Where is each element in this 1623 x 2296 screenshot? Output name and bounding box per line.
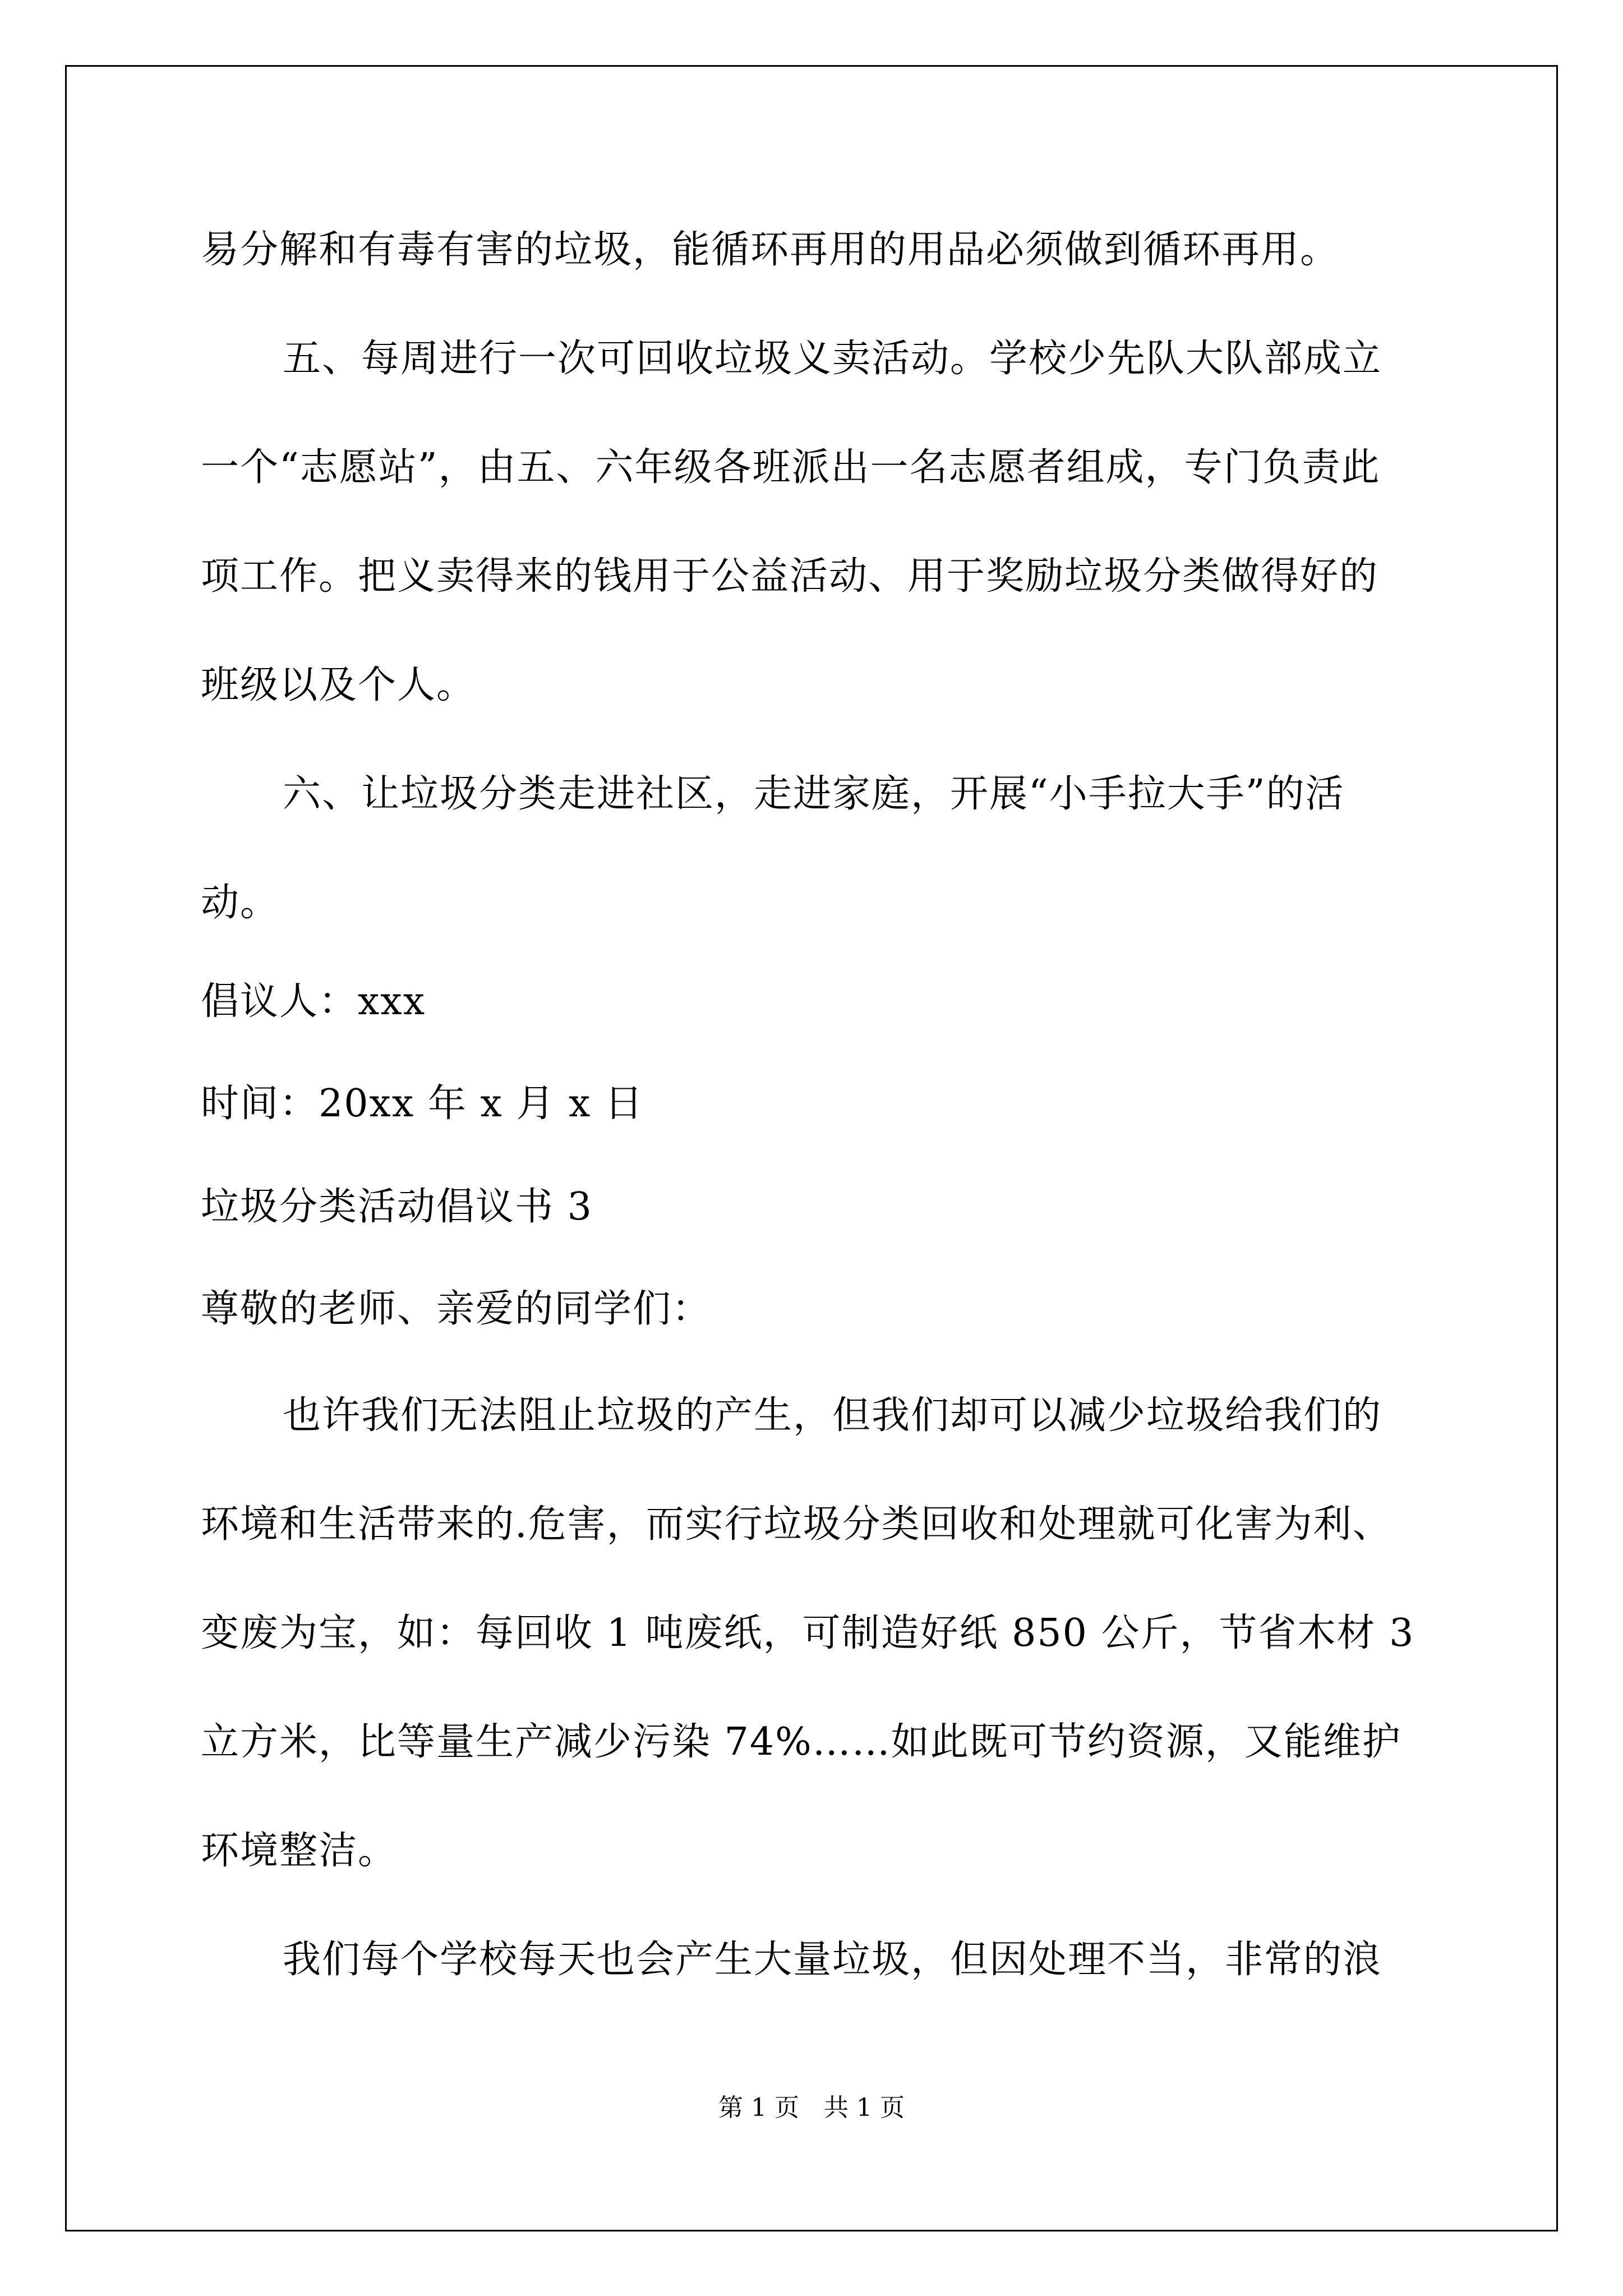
text-line-3: 一个“志愿站”，由五、六年级各班派出一名志愿者组成，专门负责此 [201, 445, 1381, 490]
date-line: 时间：20xx 年 x 月 x 日 [201, 1082, 644, 1126]
text-line-12: 也许我们无法阻止垃圾的产生，但我们却可以减少垃圾给我们的 [283, 1393, 1382, 1438]
text-line-15: 立方米，比等量生产减少污染 74%……如此既可节约资源，又能维护 [201, 1720, 1401, 1764]
text-line-6: 六、让垃圾分类走进社区，走进家庭，开展“小手拉大手”的活 [283, 772, 1345, 816]
text-line-5: 班级以及个人。 [201, 663, 476, 707]
text-line-17: 我们每个学校每天也会产生大量垃圾，但因处理不当，非常的浪 [283, 1938, 1382, 1982]
text-line-14: 变废为宝，如：每回收 1 吨废纸，可制造好纸 850 公斤，节省木材 3 [201, 1611, 1415, 1655]
text-line-2: 五、每周进行一次可回收垃圾义卖活动。学校少先队大队部成立 [283, 337, 1382, 381]
text-line-16: 环境整洁。 [201, 1829, 398, 1873]
page-border [65, 65, 1558, 2231]
text-line-7: 动。 [201, 881, 280, 925]
text-line-1: 易分解和有毒有害的垃圾，能循环再用的用品必须做到循环再用。 [201, 228, 1340, 272]
text-line-13: 环境和生活带来的.危害，而实行垃圾分类回收和处理就可化害为利、 [201, 1502, 1392, 1547]
section-title: 垃圾分类活动倡议书 3 [201, 1185, 593, 1229]
text-line-4: 项工作。把义卖得来的钱用于公益活动、用于奖励垃圾分类做得好的 [201, 554, 1379, 599]
salutation: 尊敬的老师、亲爱的同学们： [201, 1287, 712, 1331]
page-footer: 第 1 页 共 1 页 [718, 2093, 905, 2122]
proposer-line: 倡议人：xxx [201, 979, 426, 1024]
